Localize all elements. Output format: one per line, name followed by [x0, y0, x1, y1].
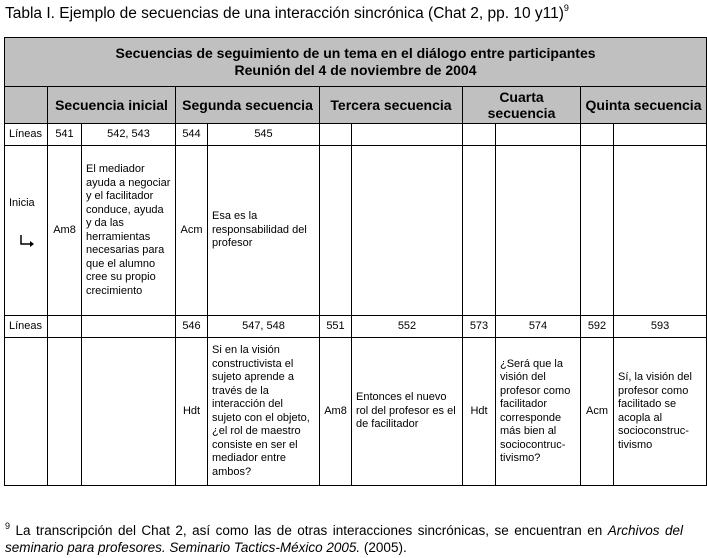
- header-sequence-2: Segunda secuencia: [176, 87, 320, 124]
- speaker-code: Am8: [48, 146, 82, 316]
- line-number: 546: [176, 316, 208, 338]
- arrow-svg: [19, 234, 35, 248]
- utterance-text: ¿Será que la visión del profesor como facilitador corresponde más bien al sociocontruc-tivismo?: [496, 338, 581, 486]
- empty-cell: [82, 316, 176, 338]
- empty-cell: [581, 146, 614, 316]
- empty-cell: [352, 146, 463, 316]
- line-number: 573: [463, 316, 496, 338]
- line-number: 552: [352, 316, 463, 338]
- row-label-inicia: Inicia: [9, 196, 35, 209]
- empty-cell: [463, 146, 496, 316]
- caption-text: Tabla I. Ejemplo de secuencias de una interacción sincrónica (Chat 2, pp. 10 y11): [5, 5, 564, 22]
- speaker-code: Acm: [581, 338, 614, 486]
- empty-cell: [352, 124, 463, 146]
- empty-cell: [48, 316, 82, 338]
- empty-cell: [48, 338, 82, 486]
- speaker-code: Am8: [320, 338, 352, 486]
- utterance-text: El mediador ayuda a negociar y el facilitador conduce, ayuda y da las herramientas necesarias para que el alumno cree su propio crecimiento: [82, 146, 176, 316]
- footnote-text-a: La transcripción del Chat 2, así como las de otras interacciones sincrónicas, se encuentran en: [10, 523, 608, 538]
- line-number: 542, 543: [82, 124, 176, 146]
- empty-cell: [581, 124, 614, 146]
- header-sequence-3: Tercera secuencia: [320, 87, 463, 124]
- header-empty-cell: [5, 87, 48, 124]
- footnote-italic-title: Archivos del seminario para profesores. Seminario Tactics-México 2005.: [5, 523, 683, 555]
- line-number: 593: [614, 316, 707, 338]
- footnote-ref: 9: [5, 521, 11, 531]
- footnote: [5, 518, 683, 556]
- row-label-lineas: Líneas: [5, 124, 48, 146]
- empty-cell: [320, 146, 352, 316]
- banner-title: Secuencias de seguimiento de un tema en el diálogo entre participantes: [115, 45, 596, 61]
- utterance-text: Si en la visión constructivista el sujeto aprende a través de la interacción del sujeto con el objeto, ¿el rol de maestro consiste en ser el mediador entre ambos?: [208, 338, 320, 486]
- banner-date: Reunión del 4 de noviembre de 2004: [234, 62, 477, 78]
- caption-footnote-ref: 9: [563, 3, 569, 13]
- line-number: 551: [320, 316, 352, 338]
- utterance-text: Entonces el nuevo rol del profesor es el de facilitador: [352, 338, 463, 486]
- empty-cell: [614, 146, 707, 316]
- utterance-text: Esa es la responsabilidad del profesor: [208, 146, 320, 316]
- speaker-code: Acm: [176, 146, 208, 316]
- row-label-lineas: Líneas: [5, 316, 48, 338]
- line-number: 541: [48, 124, 82, 146]
- empty-cell: [496, 124, 581, 146]
- line-number: 544: [176, 124, 208, 146]
- empty-cell: [496, 146, 581, 316]
- row-label-inicia-cell: [5, 146, 48, 316]
- empty-cell: [463, 124, 496, 146]
- speaker-code: Hdt: [176, 338, 208, 486]
- sequences-table: [4, 37, 707, 486]
- line-number: 547, 548: [208, 316, 320, 338]
- empty-cell: [82, 338, 176, 486]
- table-banner: [5, 38, 707, 87]
- header-sequence-1: Secuencia inicial: [48, 87, 176, 124]
- header-sequence-5: Quinta secuencia: [581, 87, 707, 124]
- empty-cell: [614, 124, 707, 146]
- header-sequence-4: Cuarta secuencia: [463, 87, 581, 124]
- line-number: 574: [496, 316, 581, 338]
- line-number: 545: [208, 124, 320, 146]
- footnote-text-b: (2005).: [360, 540, 407, 555]
- empty-cell: [320, 124, 352, 146]
- speaker-code: Hdt: [463, 338, 496, 486]
- line-number: 592: [581, 316, 614, 338]
- utterance-text: Sí, la visión del profesor como facilitado se acopla al socioconstruc-tivismo: [614, 338, 707, 486]
- turn-right-arrow-icon: [9, 234, 43, 253]
- table-caption: [5, 3, 569, 23]
- empty-cell: [5, 338, 48, 486]
